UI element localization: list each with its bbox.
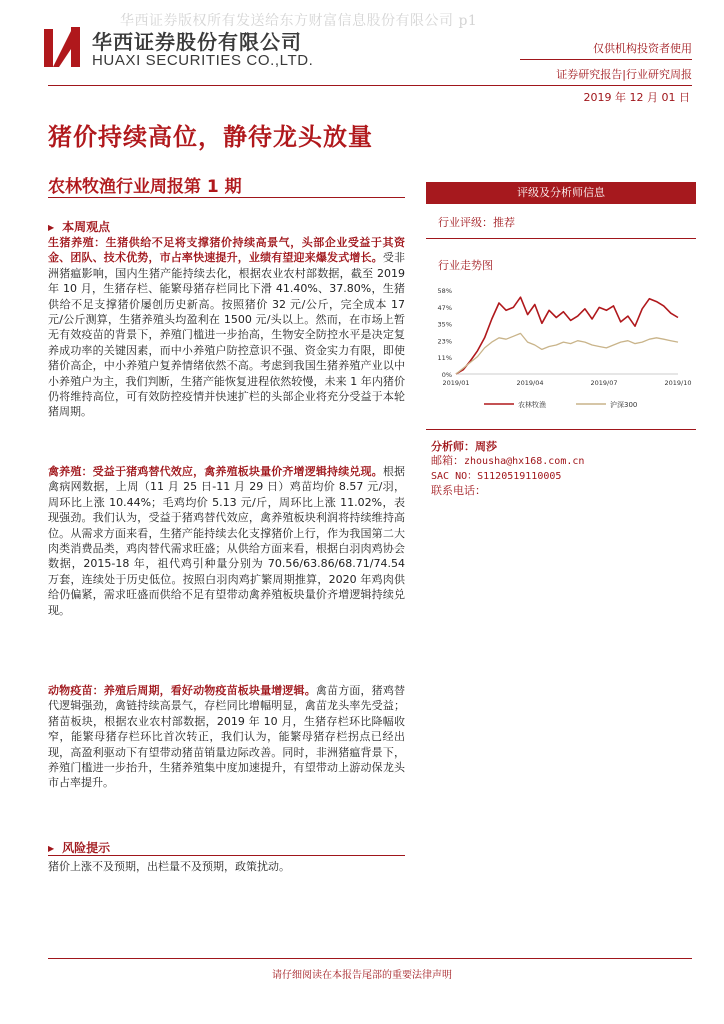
legend-label-2: 沪深300 <box>610 401 638 409</box>
risk-heading-text: 风险提示 <box>62 841 111 855</box>
y-tick-label: 47% <box>437 303 452 312</box>
y-tick-label: 58% <box>437 287 452 295</box>
rating-divider <box>426 238 696 239</box>
footer-rule <box>48 958 692 959</box>
x-tick-label: 2019/01 <box>442 379 470 387</box>
triangle-bullet-icon: ▶ <box>48 223 55 232</box>
legal-disclaimer-note: 请仔细阅读在本报告尾部的重要法律声明 <box>272 970 452 981</box>
section-heading-risk <box>48 839 110 856</box>
x-tick-label: 2019/10 <box>664 379 692 387</box>
weekly-view-heading-text: 本周观点 <box>62 220 111 234</box>
company-name-cn: 华西证券股份有限公司 <box>92 30 302 54</box>
sac-line <box>431 469 584 484</box>
phone-label: 联系电话： <box>431 484 486 497</box>
email-line <box>431 454 584 469</box>
series-line-1 <box>456 297 678 374</box>
y-tick-label: 35% <box>437 320 452 329</box>
risk-underline <box>48 855 405 856</box>
header-divider <box>520 59 692 60</box>
vaccine-body: 禽苗方面，猪鸡替代逻辑强劲，禽链持续高景气，存栏同比增幅明显，禽苗龙头率先受益；猪苗板块，根据农业农村部数据，2019 年 10 月，生猪存栏环比降幅收窄，能繁母猪存栏环比首次转正，我们认为，能繁母猪存栏拐点已经出现，高盈利驱动下有望带动猪苗销量边际改善。同时，非洲猪瘟背景下，养殖门槛进一步抬升，生猪养殖集中度加速提升，有望带动上游动保龙头市占率提升。 <box>48 684 406 790</box>
trend-chart-title: 行业走势图 <box>438 259 493 272</box>
analyst-line <box>431 440 584 454</box>
analyst-info <box>431 440 584 498</box>
series-line-2 <box>456 333 678 374</box>
header-rule <box>48 85 692 86</box>
sidebar-header: 评级及分析师信息 <box>426 182 696 204</box>
legend-label-1: 农林牧渔 <box>518 401 546 409</box>
subtitle-underline <box>48 197 405 198</box>
y-tick-label: 0% <box>441 371 452 379</box>
paragraph-hog-farming <box>48 235 405 420</box>
company-name-en: HUAXI SECURITIES CO.,LTD. <box>92 52 314 69</box>
analyst-email[interactable]: zhousha@hx168.com.cn <box>464 456 585 467</box>
trend-chart-svg <box>426 276 696 426</box>
analyst-name: 周莎 <box>475 440 497 453</box>
paragraph-vaccine <box>48 683 405 791</box>
vaccine-lead: 动物疫苗：养殖后周期，看好动物疫苗板块量增逻辑。 <box>48 684 316 697</box>
phone-line <box>431 484 584 498</box>
report-date: 2019 年 12 月 01 日 <box>583 91 690 104</box>
rating-value: 推荐 <box>493 216 515 229</box>
triangle-bullet-icon: ▶ <box>48 844 55 853</box>
section-heading-weekly-view <box>48 218 110 235</box>
report-title: 猪价持续高位，静待龙头放量 <box>48 123 373 151</box>
watermark-text: 华西证券版权所有发送给东方财富信息股份有限公司 p1 <box>120 13 478 29</box>
paragraph-poultry <box>48 464 405 618</box>
hog-lead: 生猪养殖：生猪供给不足将支撑猪价持续高景气，头部企业受益于其资金、团队、技术优势，市占率快速提升，业绩有望迎来爆发式增长。 <box>48 236 405 265</box>
industry-rating <box>438 214 515 230</box>
poultry-lead: 禽养殖：受益于猪鸡替代效应，禽养殖板块量价齐增逻辑持续兑现。 <box>48 465 383 478</box>
paragraph-risk: 猪价上涨不及预期，出栏量不及预期，政策扰动。 <box>48 860 290 873</box>
audience-note: 仅供机构投资者使用 <box>593 42 692 55</box>
x-tick-label: 2019/07 <box>590 379 618 387</box>
rating-label: 行业评级： <box>438 216 493 229</box>
hog-body: 受非洲猪瘟影响，国内生猪产能持续去化，根据农业农村部数据，截至 2019 年 10 月，生猪存栏、能繁母猪存栏同比下滑 41.40%、37.80%，生猪供给不足支撑猪价屡创历史新高。按照猪价 32 元/公斤，完全成本 17 元/公斤测算，生猪养殖头均盈利在 1500 元/头以上。然而，在市场上暂无有效疫苗的背景下，养殖门槛进一步抬高，生物安全防控水平是决定复养成功率的关键因素，而中小养殖户防控意识不强、资金实力有限，即使猪价高企，中小养殖户复养情绪依然不高。考虑到我国生猪养殖产业以中小养殖户为主，我们判断，生猪产能恢复进程依然较慢，未来 1 年内猪价仍将维持高位，可有效防控疫情并快速扩栏的头部企业将充分受益于本轮猪周期。 <box>48 251 406 419</box>
company-logo <box>44 27 80 67</box>
poultry-body: 根据禽病网数据，上周（11 月 25 日-11 月 29 日）鸡苗均价 8.57 元/羽，周环比上涨 10.44%；毛鸡均价 5.13 元/斤，周环比上涨 11.02%，表现强劲。我们认为，受益于猪鸡替代效应，禽养殖板块利润将持续维持高位。从需求方面来看，生猪产能持续去化支撑猪价上行，作为我国第二大肉类消费品类，鸡肉替代需求旺盛；从供给方面来看，根据白羽肉鸡协会数据，2015-18 年，祖代鸡引种量分别为 70.56/63.86/68.71/74.54 万套，连续处于历史低位。按照白羽肉鸡扩繁周期推算，2020 年鸡肉供给仍偏紧，需求旺盛而供给不足有望带动禽养殖板块量价齐增逻辑持续兑现。 <box>48 465 406 617</box>
chart-divider <box>426 429 696 430</box>
email-label: 邮箱： <box>431 454 464 467</box>
sac-label: SAC NO： <box>431 471 478 482</box>
x-tick-label: 2019/04 <box>516 379 544 387</box>
y-tick-label: 23% <box>437 337 452 346</box>
report-subtitle: 农林牧渔行业周报第 1 期 <box>48 177 242 197</box>
y-tick-label: 11% <box>437 354 452 363</box>
report-type: 证券研究报告|行业研究周报 <box>556 68 692 81</box>
sac-number: S1120519110005 <box>477 471 562 482</box>
analyst-label: 分析师： <box>431 440 475 453</box>
industry-trend-chart <box>426 276 696 426</box>
